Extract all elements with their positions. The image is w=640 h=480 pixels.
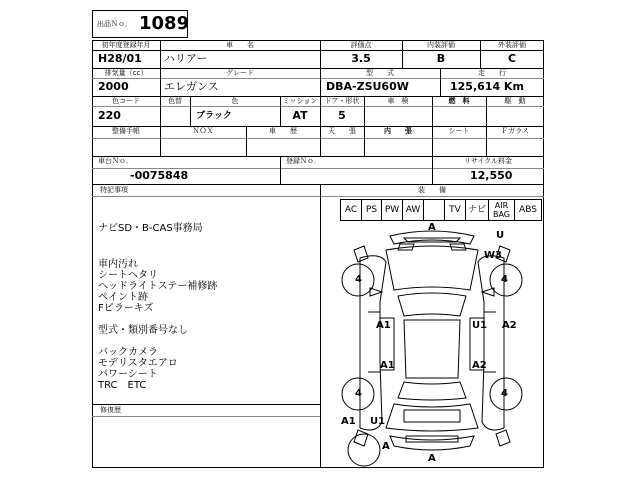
seat-label: シート [448,127,470,135]
lot-number-box [92,10,188,38]
note-item: TRC ETC [98,380,147,391]
note-item: 車内汚れ [98,259,138,270]
repair-label: 修復歴 [100,406,121,414]
chassis-label: 車台Ｎｏ． [98,157,133,165]
mark-rear-left-a1: A1 [341,416,356,427]
recycle-label: リサイクル料金 [463,157,513,165]
model-label: 車 名 [226,41,254,49]
mark-rear-corner: A [382,441,390,452]
displacement-label: 排気量（cc） [104,69,148,77]
inspection-label: 車 検 [387,97,409,105]
interior-value: B [436,52,446,65]
type-label: 型 式 [366,69,394,77]
color-label: 色 [231,97,239,105]
exterior-value: C [507,52,517,65]
doors-label: ドア・形状 [324,97,360,105]
lot-number-label: 出品Ｎｏ． [97,20,132,28]
color-code-label: 色コード [112,97,140,105]
mark-rear-bumper: A [428,453,436,464]
score-value: 3.5 [351,52,371,65]
mark-rear-left-u1: U1 [370,416,386,427]
equipment-blank [423,199,445,221]
roof-label: 天 張 [328,127,356,135]
lot-number-value: 1089 [139,13,190,34]
note-item: 型式・類別番号なし [98,325,188,336]
drive-label: 駆 動 [504,97,526,105]
equipment-pw: PW [381,199,403,221]
note-item: ヘッドライトステー補修跡 [98,281,218,292]
type-value: DBA-ZSU60W [326,80,409,93]
score-label: 評価点 [350,41,372,49]
mission-value: AT [292,109,308,122]
model-value: ハリアー [164,52,208,65]
history-label: 車 歴 [269,127,297,135]
mark-tire-fr: 4 [501,274,508,285]
equipment-abs: ABS [514,199,542,221]
fglass-label: Ｆガラス [501,127,529,135]
equipment-navi: ナビ [465,199,489,221]
equipment-ps: PS [361,199,382,221]
mark-tire-fl: 4 [355,274,362,285]
mark-right-front-door-u: U1 [472,320,488,331]
mark-right-rear-door: A2 [472,360,487,371]
mileage-value: 125,614 Km [450,80,524,93]
mark-left-rear-door: A1 [380,360,395,371]
manual-label: 整備手帳 [112,127,140,135]
equipment-ac: AC [340,199,362,221]
mark-front-bumper: A [428,222,436,233]
notes-label: 特記事項 [100,186,128,194]
fuel-label: 燃 料 [448,97,470,105]
equipment-tv: TV [444,199,466,221]
equipment-label: 装 備 [418,186,446,194]
notes-main: ナビSD・B-CAS事務局 [98,223,203,234]
grade-label: グレード [226,69,254,77]
interior-fabric-label: 内 張 [384,127,412,135]
color-code-value: 220 [98,109,121,122]
mark-right-front-door: A2 [502,320,517,331]
note-item: バックカメラ [98,347,158,358]
mileage-label: 走 行 [478,69,506,77]
note-item: パワーシート [98,369,158,380]
reg-year-label: 初年度登録年月 [101,41,151,49]
car-diagram [320,222,544,468]
mark-roof-front: U [496,230,505,241]
equipment-airbag: AIR BAG [488,199,515,221]
note-item: モデリスタエアロ [98,358,178,369]
registration-label: 登録Ｎｏ． [286,157,321,165]
note-item: シートヘタリ [98,270,158,281]
note-item: Fピラーキズ [98,303,154,314]
doors-value: 5 [338,109,346,122]
mission-label: ミッション [282,97,318,105]
note-item: ペイント跡 [98,292,148,303]
mark-right-front: W3 [484,250,502,261]
displacement-value: 2000 [98,80,129,93]
mark-tire-rr: 4 [501,388,508,399]
chassis-value: -0075848 [130,169,189,182]
reg-year-value: H28/01 [98,52,142,65]
equipment-aw: AW [402,199,424,221]
exterior-label: 外装評価 [498,41,526,49]
interior-label: 内装評価 [427,41,455,49]
mark-left-front-door: A1 [376,320,391,331]
color-value: ブラック [196,111,232,121]
mark-tire-rl: 4 [355,388,362,399]
color-change-label: 色替 [168,97,182,105]
grade-value: エレガンス [164,80,219,93]
recycle-value: 12,550 [470,169,513,182]
nox-label: ＮＯＸ [192,127,214,135]
